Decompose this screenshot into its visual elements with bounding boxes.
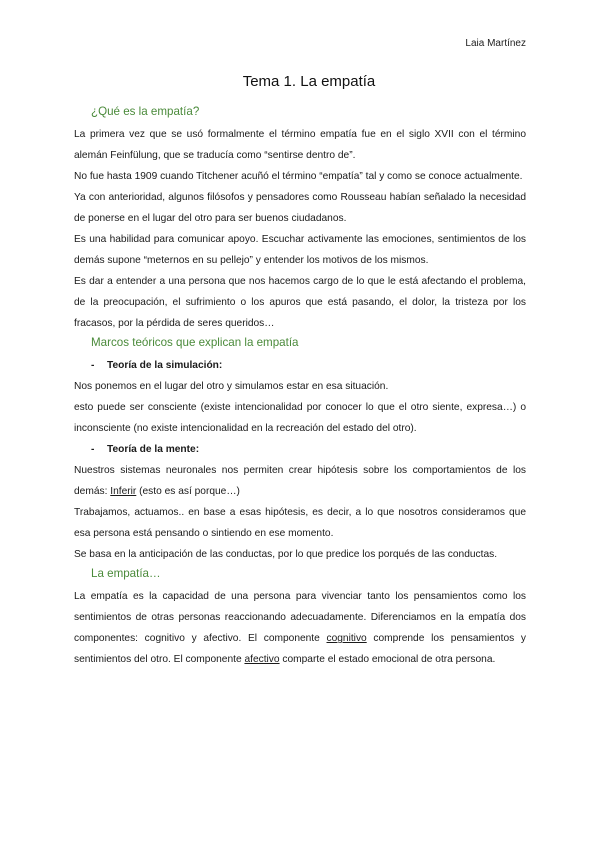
bullet-dash: - [91,444,95,455]
paragraph [74,586,526,670]
underlined-term: Inferir [110,486,137,497]
paragraph: esto puede ser consciente (existe intencionalidad por conocer lo que el otro siente, expresa…) o inconsciente (no existe intencionalidad en la recreación del estado del otro). [74,402,526,434]
bullet-teoria-mente [91,439,526,460]
bullet-dash: - [91,360,95,371]
bullet-teoria-simulacion [91,355,526,376]
paragraph: Es una habilidad para comunicar apoyo. Escuchar activamente las emociones, sentimientos de los demás supone “meternos en su pellejo” y entender los motivos de los mismos. [74,234,526,266]
paragraph: No fue hasta 1909 cuando Titchener acuñó el término “empatía” tal y como se conoce actualmente. [74,171,523,182]
text-span: comprende los pensamientos y sentimientos del otro. El componente [74,633,526,665]
underlined-term: cognitivo [326,633,367,644]
bullet-label: Teoría de la simulación: [107,360,223,371]
text-span: comparte el estado emocional de otra persona. [279,654,496,665]
paragraph: Nos ponemos en el lugar del otro y simulamos estar en esa situación. [74,381,389,392]
underlined-term: afectivo [244,654,280,665]
section-heading-la-empatia: La empatía… [91,567,161,580]
document-body [74,104,526,670]
paragraph: Es dar a entender a una persona que nos hacemos cargo de lo que le está afectando el problema, de la preocupación, el sufrimiento o los apuros que está pasando, el dolor, la tristeza por los fracasos, por la pérdida de seres queridos… [74,276,526,329]
text-span: (esto es así porque…) [136,486,240,497]
paragraph: Ya con anterioridad, algunos filósofos y pensadores como Rousseau habían señalado la necesidad de ponerse en el lugar del otro para ser buenos ciudadanos. [74,192,526,224]
author-name: Laia Martínez [465,38,526,49]
document-title: Tema 1. La empatía [242,73,376,90]
section-heading-marcos: Marcos teóricos que explican la empatía [91,336,299,349]
paragraph: Trabajamos, actuamos.. en base a esas hipótesis, es decir, a lo que nosotros consideramos que esa persona está pensando o sintiendo en ese momento. [74,507,526,539]
bullet-label: Teoría de la mente: [107,444,200,455]
paragraph: La primera vez que se usó formalmente el término empatía fue en el siglo XVII con el término alemán Feinfülung, que se traducía como “sentirse dentro de”. [74,129,526,161]
text-span: Nuestros sistemas neuronales nos permiten crear hipótesis sobre los comportamientos de los demás: [74,465,526,497]
paragraph: Se basa en la anticipación de las conductas, por lo que predice los porqués de las conductas. [74,549,498,560]
text-span: La empatía es la capacidad de una persona para vivenciar tanto los pensamientos como los sentimientos de otras personas reaccionando adecuadamente. Diferenciamos en la empatía dos componentes: cognitivo y afectivo. El componente [74,591,526,644]
paragraph [74,460,526,502]
section-heading-que-es: ¿Qué es la empatía? [91,105,200,118]
